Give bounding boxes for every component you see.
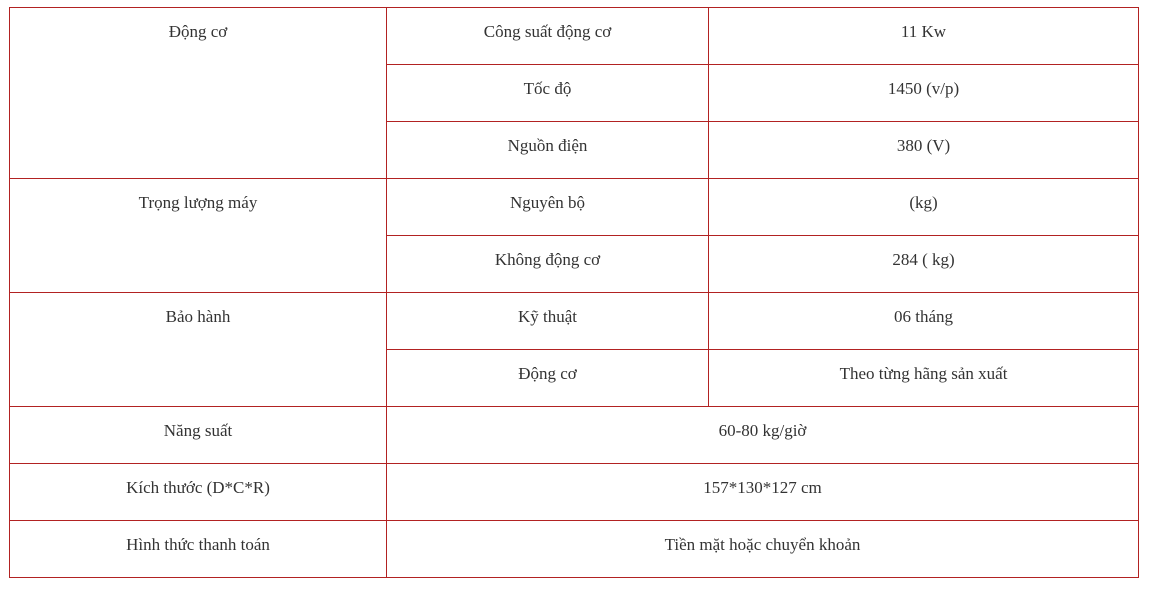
dimensions-value: 157*130*127 cm — [387, 464, 1139, 521]
engine-speed-value: 1450 (v/p) — [709, 65, 1139, 122]
table-row — [10, 407, 1139, 464]
engine-speed-label: Tốc độ — [387, 65, 709, 122]
row-label-capacity: Năng suất — [10, 407, 387, 464]
table-row — [10, 464, 1139, 521]
row-label-weight: Trọng lượng máy — [10, 179, 387, 293]
table-row — [10, 179, 1139, 236]
weight-no-engine-value: 284 ( kg) — [709, 236, 1139, 293]
engine-power-value: 11 Kw — [709, 8, 1139, 65]
row-label-engine: Động cơ — [10, 8, 387, 179]
row-label-dimensions: Kích thước (D*C*R) — [10, 464, 387, 521]
row-label-payment: Hình thức thanh toán — [10, 521, 387, 578]
row-label-warranty: Bảo hành — [10, 293, 387, 407]
engine-power-source-label: Nguồn điện — [387, 122, 709, 179]
weight-no-engine-label: Không động cơ — [387, 236, 709, 293]
payment-value: Tiền mặt hoặc chuyển khoản — [387, 521, 1139, 578]
warranty-technical-value: 06 tháng — [709, 293, 1139, 350]
engine-power-label: Công suất động cơ — [387, 8, 709, 65]
table-row — [10, 521, 1139, 578]
table-row — [10, 8, 1139, 65]
warranty-engine-label: Động cơ — [387, 350, 709, 407]
warranty-technical-label: Kỹ thuật — [387, 293, 709, 350]
spec-table — [9, 7, 1139, 578]
capacity-value: 60-80 kg/giờ — [387, 407, 1139, 464]
weight-full-label: Nguyên bộ — [387, 179, 709, 236]
table-row — [10, 293, 1139, 350]
warranty-engine-value: Theo từng hãng sản xuất — [709, 350, 1139, 407]
weight-full-value: (kg) — [709, 179, 1139, 236]
engine-power-source-value: 380 (V) — [709, 122, 1139, 179]
